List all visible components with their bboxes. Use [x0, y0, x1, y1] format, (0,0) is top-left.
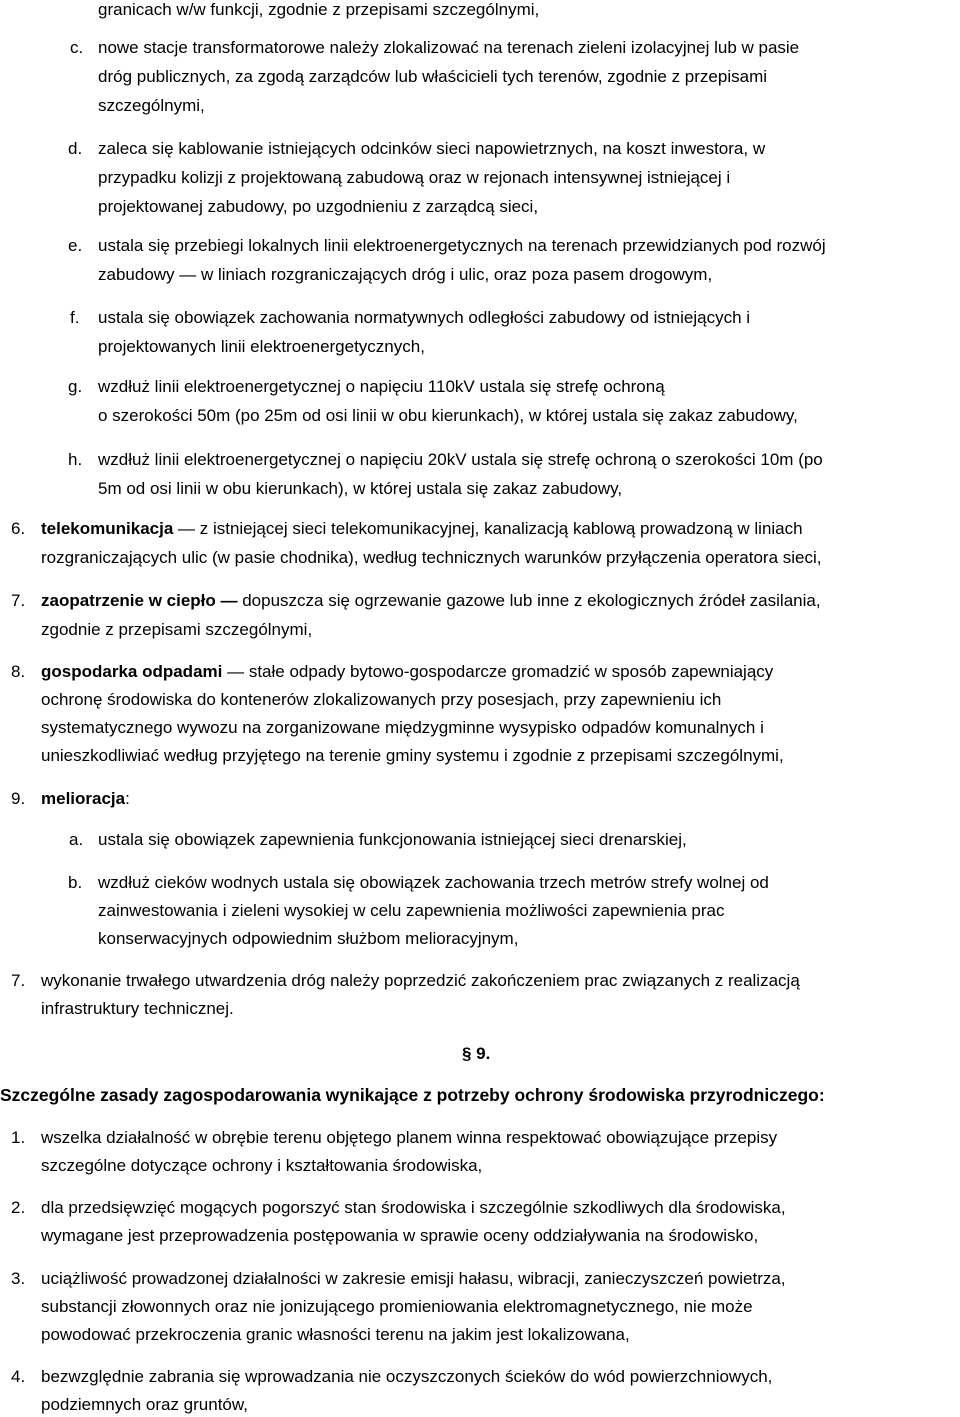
list-marker: e.: [68, 236, 83, 255]
item-line: dróg publicznych, za zgodą zarządców lub właścicieli tych terenów, zgodnie z przepisami: [98, 67, 768, 86]
list-marker: 8.: [11, 662, 26, 681]
item-line: szczególne dotyczące ochrony i kształtowania środowiska,: [41, 1156, 483, 1175]
list-marker: 7.: [11, 591, 26, 610]
item-line: rozgraniczających ulic (w pasie chodnika), według technicznych warunków przyłączenia operatora sieci,: [41, 548, 822, 567]
list-marker: 9.: [11, 789, 26, 808]
item-line: infrastruktury technicznej.: [41, 999, 234, 1018]
item-line: projektowanej zabudowy, po uzgodnieniu z zarządcą sieci,: [98, 197, 539, 216]
item-line: 5m od osi linii w obu kierunkach), w której ustala się zakaz zabudowy,: [98, 479, 623, 498]
top-fragment-line: granicach w/w funkcji, zgodnie z przepisami szczególnymi,: [98, 0, 540, 19]
item-line: unieszkodliwiać według przyjętego na terenie gminy systemu i zgodnie z przepisami szczególnymi,: [41, 746, 784, 765]
item-line: uciążliwość prowadzonej działalności w zakresie emisji hałasu, wibracji, zanieczyszczeń powietrza,: [41, 1269, 786, 1288]
item-line: [41, 590, 821, 612]
item-line: dla przedsięwzięć mogących pogorszyć stan środowiska i szczególnie szkodliwych dla środowiska,: [41, 1198, 786, 1217]
item-line: zainwestowania i zieleni wysokiej w celu zapewnienia możliwości zapewnienia prac: [98, 901, 725, 920]
item-line: [41, 788, 130, 810]
list-marker: b.: [68, 873, 83, 892]
item-title: melioracja: [41, 789, 126, 808]
list-marker: 4.: [11, 1367, 26, 1386]
item-line: zgodnie z przepisami szczególnymi,: [41, 620, 313, 639]
item-line: podziemnych oraz gruntów,: [41, 1395, 248, 1414]
item-line: systematycznego wywozu na zorganizowane międzygminne wysypisko odpadów komunalnych i: [41, 718, 764, 737]
list-marker: 3.: [11, 1269, 26, 1288]
item-line: powodować przekroczenia granic własności terenu na jakim jest lokalizowana,: [41, 1325, 630, 1344]
list-marker: 7.: [11, 971, 26, 990]
item-text: dopuszcza się ogrzewanie gazowe lub inne z ekologicznych źródeł zasilania,: [237, 591, 821, 610]
list-marker: 6.: [11, 519, 26, 538]
list-marker: c.: [70, 38, 84, 57]
list-marker: a.: [69, 830, 84, 849]
list-marker: 2.: [11, 1198, 26, 1217]
section-heading: Szczególne zasady zagospodarowania wynikające z potrzeby ochrony środowiska przyrodniczego:: [0, 1085, 825, 1105]
item-text: :: [125, 789, 130, 808]
item-line: wymagane jest przeprowadzenia postępowania w sprawie oceny oddziaływania na środowisko,: [41, 1226, 759, 1245]
item-line: wzdłuż linii elektroenergetycznej o napięciu 110kV ustala się strefę ochroną: [98, 377, 665, 396]
list-marker: g.: [68, 377, 83, 396]
list-marker: h.: [68, 450, 83, 469]
item-line: ustala się obowiązek zachowania normatywnych odległości zabudowy od istniejących i: [98, 308, 751, 327]
item-line: zabudowy — w liniach rozgraniczających dróg i ulic, oraz poza pasem drogowym,: [98, 265, 713, 284]
item-line: wzdłuż linii elektroenergetycznej o napięciu 20kV ustala się strefę ochroną o szerokości 10m (po: [98, 450, 823, 469]
item-line: wszelka działalność w obrębie terenu objętego planem winna respektować obowiązujące przepisy: [41, 1128, 778, 1147]
section-number: § 9.: [462, 1044, 491, 1063]
item-title: zaopatrzenie w ciepło —: [41, 591, 238, 610]
item-line: substancji złowonnych oraz nie jonizującego promieniowania elektromagnetycznego, nie może: [41, 1297, 753, 1316]
item-line: nowe stacje transformatorowe należy zlokalizować na terenach zieleni izolacyjnej lub w pasie: [98, 38, 800, 57]
item-line: projektowanych linii elektroenergetycznych,: [98, 337, 425, 356]
list-marker: 1.: [11, 1128, 26, 1147]
item-line: ustala się obowiązek zapewnienia funkcjonowania istniejącej sieci drenarskiej,: [98, 830, 687, 849]
item-line: o szerokości 50m (po 25m od osi linii w obu kierunkach), w której ustala się zakaz zabudowy,: [98, 406, 798, 425]
item-line: wykonanie trwałego utwardzenia dróg należy poprzedzić zakończeniem prac związanych z realizacją: [41, 971, 800, 990]
item-text: — stałe odpady bytowo-gospodarcze gromadzić w sposób zapewniający: [222, 662, 774, 681]
item-title: gospodarka odpadami: [41, 662, 223, 681]
item-line: przypadku kolizji z projektowaną zabudową oraz w rejonach intensywnej istniejącej i: [98, 168, 731, 187]
list-marker: f.: [70, 308, 80, 327]
item-line: [41, 518, 803, 540]
item-line: [41, 661, 773, 683]
item-text: — z istniejącej sieci telekomunikacyjnej, kanalizacją kablową prowadzoną w liniach: [173, 519, 803, 538]
item-line: ochronę środowiska do kontenerów zlokalizowanych przy posesjach, przy zapewnieniu ich: [41, 690, 722, 709]
item-line: zaleca się kablowanie istniejących odcinków sieci napowietrznych, na koszt inwestora, w: [98, 139, 766, 158]
item-line: wzdłuż cieków wodnych ustala się obowiązek zachowania trzech metrów strefy wolnej od: [98, 873, 769, 892]
item-line: konserwacyjnych odpowiednim służbom melioracyjnym,: [98, 929, 519, 948]
item-line: ustala się przebiegi lokalnych linii elektroenergetycznych na terenach przewidzianych pod rozwój: [98, 236, 826, 255]
item-line: bezwzględnie zabrania się wprowadzania nie oczyszczonych ścieków do wód powierzchniowych,: [41, 1367, 773, 1386]
item-title: telekomunikacja: [41, 519, 174, 538]
list-marker: d.: [68, 139, 83, 158]
item-line: szczególnymi,: [98, 96, 205, 115]
